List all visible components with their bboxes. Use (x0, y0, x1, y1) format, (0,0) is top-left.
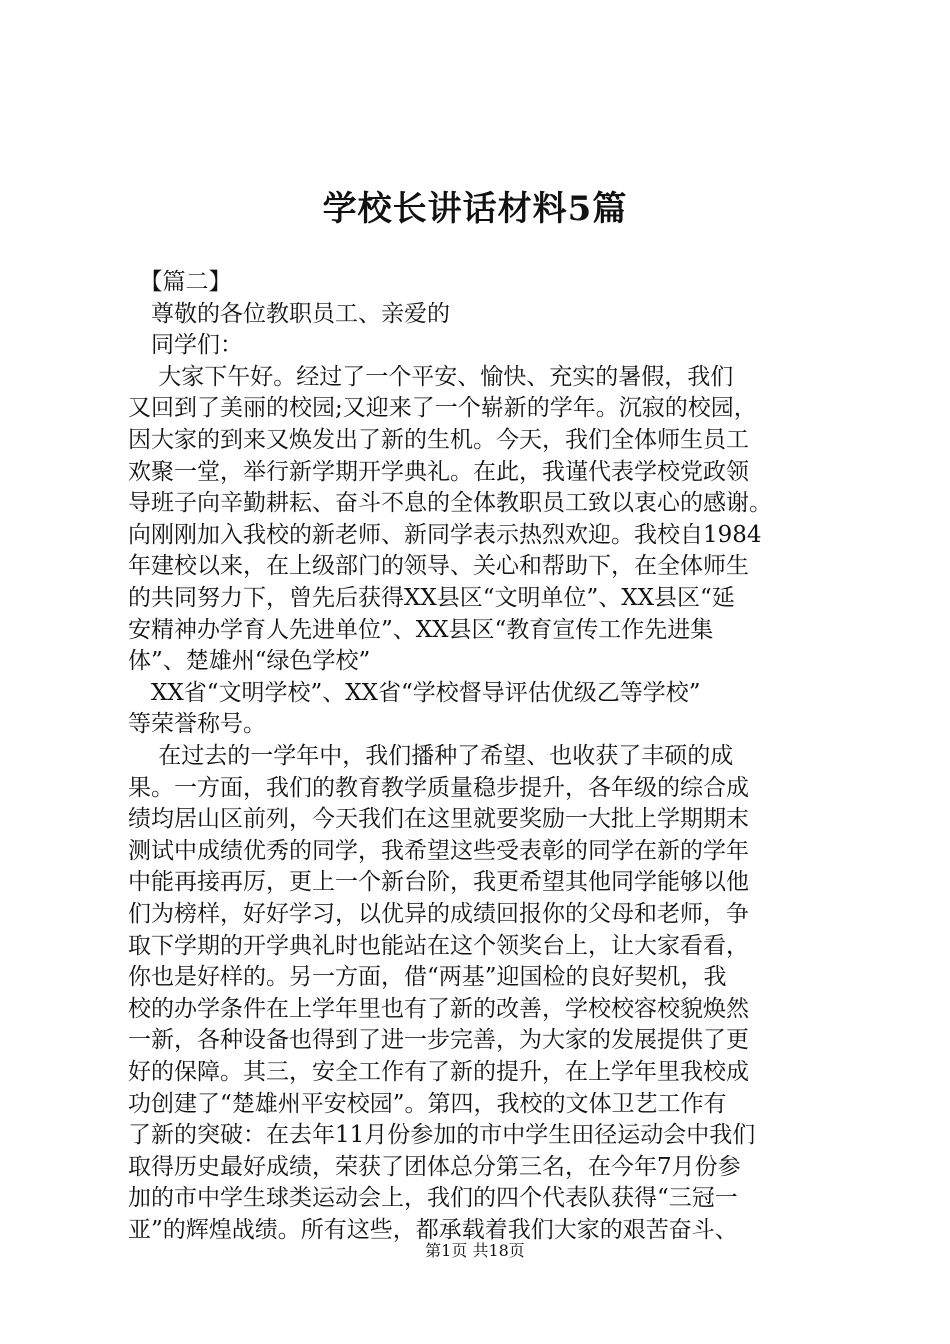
body-text-line: 果。一方面，我们的教育教学质量稳步提升，各年级的综合成 (128, 774, 749, 801)
body-text-line: 等荣誉称号。 (128, 711, 266, 738)
body-text-line: 的共同努力下，曾先后获得XX县区“文明单位”、XX县区“延 (128, 585, 735, 611)
body-text-line: 因大家的到来又焕发出了新的生机。今天，我们全体师生员工 (128, 427, 749, 453)
body-text-line: 【篇二】 (128, 269, 232, 295)
body-text-line: 功创建了“楚雄州平安校园”。第四，我校的文体卫艺工作有 (128, 1090, 727, 1117)
body-text-line: 又回到了美丽的校园;又迎来了一个崭新的学年。沉寂的校园， (128, 395, 757, 422)
body-text-line: 一新，各种设备也得到了进一步完善，为大家的发展提供了更 (128, 1027, 749, 1054)
body-text-line: XX省“文明学校”、XX省“学校督导评估优级乙等学校” (128, 679, 701, 706)
body-text-line: 绩均居山区前列，今天我们在这里就要奖励一大批上学期期末 (128, 806, 749, 833)
body-text-line: 测试中成绩优秀的同学，我希望这些受表彰的同学在新的学年 (128, 837, 749, 864)
body-text-line: 大家下午好。经过了一个平安、愉快、充实的暑假，我们 (128, 363, 734, 390)
body-text-line: 向刚刚加入我校的新老师、新同学表示热烈欢迎。我校自1984 (128, 521, 762, 548)
body-text-line: 安精神办学育人先进单位”、XX县区“教育宣传工作先进集 (128, 616, 714, 643)
body-text-line: 你也是好样的。另一方面，借“两基”迎国检的良好契机，我 (128, 964, 727, 991)
body-text-line: 们为榜样，好好学习，以优异的成绩回报你的父母和老师，争 (128, 901, 749, 927)
page-number-footer: 第1页 共18页 (425, 1241, 525, 1260)
body-text-line: 校的办学条件在上学年里也有了新的改善，学校校容校貌焕然 (128, 995, 749, 1022)
body-text-line: 取下学期的开学典礼时也能站在这个领奖台上，让大家看看， (128, 932, 749, 959)
body-text-line: 了新的突破：在去年11月份参加的市中学生田径运动会中我们 (128, 1122, 756, 1149)
body-text-line: 取得历史最好成绩，荣获了团体总分第三名，在今年7月份参 (128, 1153, 741, 1180)
body-text-line: 年建校以来，在上级部门的领导、关心和帮助下，在全体师生 (128, 553, 749, 580)
body-text-line: 好的保障。其三，安全工作有了新的提升，在上学年里我校成 (128, 1059, 749, 1085)
body-text-line: 在过去的一学年中，我们播种了希望、也收获了丰硕的成 (128, 743, 734, 769)
body-text-line: 欢聚一堂，举行新学期开学典礼。在此，我谨代表学校党政领 (128, 458, 749, 485)
body-text-line: 加的市中学生球类运动会上，我们的四个代表队获得“三冠一 (128, 1185, 738, 1212)
body-text-line: 亚”的辉煌战绩。所有这些，都承载着我们大家的艰苦奋斗、 (128, 1217, 738, 1243)
body-text-line: 体”、楚雄州“绿色学校” (128, 648, 371, 675)
body-text-line: 尊敬的各位教职员工、亲爱的 (128, 300, 450, 327)
body-text-line: 同学们： (128, 332, 243, 359)
document-title: 学校长讲话材料5篇 (322, 189, 628, 229)
body-text-line: 中能再接再厉，更上一个新台阶，我更希望其他同学能够以他 (128, 869, 749, 896)
body-text-line: 导班子向辛勤耕耘、奋斗不息的全体教职员工致以衷心的感谢。 (128, 490, 772, 517)
